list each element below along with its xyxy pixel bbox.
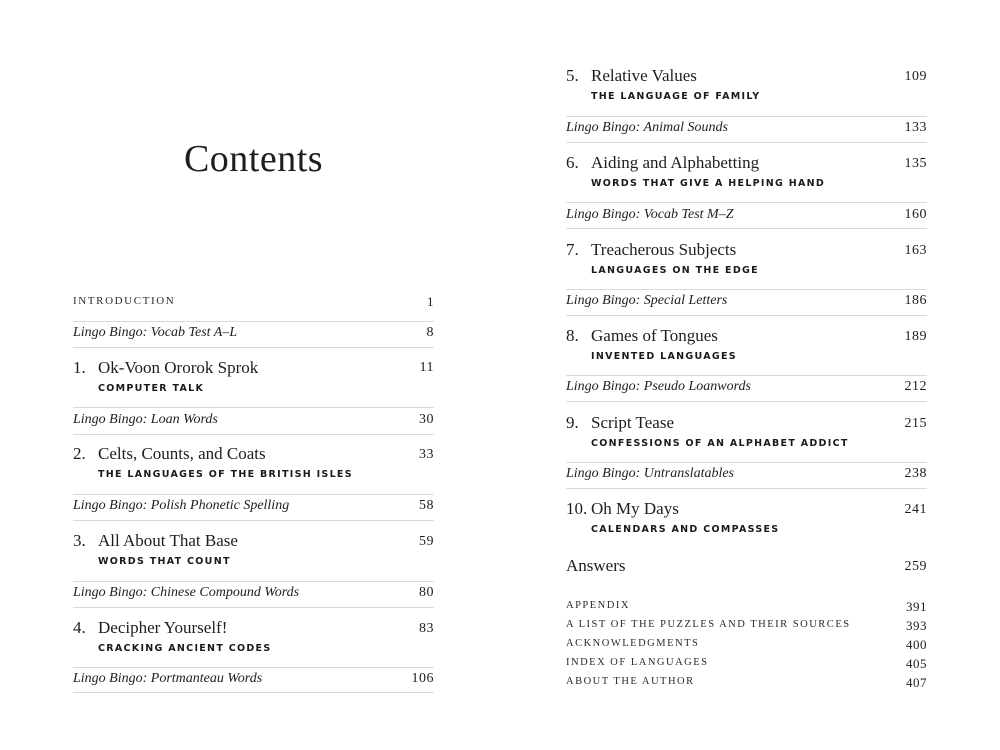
entry-page-number: 83: [419, 621, 434, 636]
toc-entry-answers[interactable]: [566, 555, 927, 581]
chapter-number: 1.: [73, 358, 86, 377]
entry-label: Lingo Bingo: Untranslatables: [566, 466, 735, 481]
chapter-subtitle: CRACKING ANCIENT CODES: [98, 643, 272, 654]
entry-label: INDEX OF LANGUAGES: [566, 657, 709, 668]
entry-page-number: 163: [904, 243, 927, 258]
entry-label: Lingo Bingo: Pseudo Loanwords: [566, 379, 751, 394]
toc-entry-chapter[interactable]: [566, 56, 927, 116]
chapter-title: Celts, Counts, and Coats: [98, 444, 266, 463]
right-page: [566, 0, 927, 750]
chapter-subtitle: THE LANGUAGES OF THE BRITISH ISLES: [98, 469, 353, 480]
entry-page-number: 241: [904, 502, 927, 517]
toc-entry-interlude[interactable]: [566, 289, 927, 315]
toc-entry-interlude[interactable]: [73, 581, 434, 607]
toc-entry-interlude[interactable]: [73, 321, 434, 347]
entry-label: ACKNOWLEDGMENTS: [566, 638, 700, 649]
chapter-subtitle: CALENDARS AND COMPASSES: [591, 524, 780, 535]
entry-page-number: 400: [906, 637, 927, 652]
entry-label: Lingo Bingo: Chinese Compound Words: [73, 585, 300, 600]
entry-page-number: 8: [426, 325, 434, 340]
toc-entry-interlude[interactable]: [73, 667, 434, 693]
entry-label: INTRODUCTION: [73, 295, 176, 307]
toc-entry-interlude[interactable]: [566, 375, 927, 401]
toc-entry-interlude[interactable]: [566, 462, 927, 488]
entry-page-number: 30: [419, 412, 434, 427]
entry-page-number: 33: [419, 447, 434, 462]
toc-entry-chapter[interactable]: [566, 401, 927, 462]
toc-entry-interlude[interactable]: [566, 202, 927, 228]
entry-label: A LIST OF THE PUZZLES AND THEIR SOURCES: [566, 619, 851, 630]
entry-page-number: 80: [419, 585, 434, 600]
chapter-title: Ok-Voon Ororok Sprok: [98, 358, 259, 377]
entry-page-number: 215: [904, 416, 927, 431]
chapter-title: Treacherous Subjects: [591, 240, 737, 259]
chapter-subtitle: COMPUTER TALK: [98, 383, 205, 394]
entry-label: Lingo Bingo: Animal Sounds: [566, 120, 728, 135]
entry-page-number: 186: [904, 293, 927, 308]
chapter-number: 8.: [566, 326, 579, 345]
entry-page-number: 407: [906, 675, 927, 690]
chapter-number: 10.: [566, 499, 588, 518]
entry-page-number: 106: [411, 671, 434, 686]
toc-entry-chapter[interactable]: [566, 142, 927, 202]
entry-label: Lingo Bingo: Vocab Test M–Z: [566, 207, 734, 222]
chapter-subtitle: INVENTED LANGUAGES: [591, 351, 737, 362]
chapter-title: Decipher Yourself!: [98, 618, 228, 637]
entry-label: Lingo Bingo: Loan Words: [73, 412, 218, 427]
entry-page-number: 393: [906, 618, 927, 633]
left-page: [73, 0, 434, 750]
entry-page-number: 160: [904, 207, 927, 222]
toc-entry-backmatter[interactable]: [566, 618, 927, 637]
toc-entry-interlude[interactable]: [73, 407, 434, 434]
entry-label: Lingo Bingo: Special Letters: [566, 293, 728, 308]
chapter-title: Aiding and Alphabetting: [591, 153, 760, 172]
entry-page-number: 189: [904, 329, 927, 344]
entry-page-number: 1: [427, 294, 434, 309]
entry-page-number: 405: [906, 656, 927, 671]
chapter-number: 6.: [566, 153, 579, 172]
chapter-subtitle: THE LANGUAGE OF FAMILY: [591, 91, 761, 102]
chapter-number: 5.: [566, 66, 579, 85]
entry-label: Lingo Bingo: Polish Phonetic Spelling: [73, 498, 290, 513]
entry-page-number: 135: [904, 156, 927, 171]
chapter-subtitle: LANGUAGES ON THE EDGE: [591, 265, 759, 276]
toc-entry-chapter[interactable]: [73, 347, 434, 407]
entry-label: Lingo Bingo: Vocab Test A–L: [73, 325, 238, 340]
toc-entry-backmatter[interactable]: [566, 637, 927, 656]
toc-entry-interlude[interactable]: [73, 494, 434, 520]
toc-entry-chapter[interactable]: [73, 434, 434, 494]
entry-page-number: 133: [904, 120, 927, 135]
chapter-number: 3.: [73, 531, 86, 550]
chapter-subtitle: CONFESSIONS OF AN ALPHABET ADDICT: [591, 438, 849, 449]
entry-page-number: 58: [419, 498, 434, 513]
entry-page-number: 212: [904, 379, 927, 394]
chapter-title: All About That Base: [98, 531, 238, 550]
page-title: Contents: [183, 138, 324, 180]
toc-entry-chapter[interactable]: [73, 520, 434, 581]
entry-page-number: 238: [904, 466, 927, 481]
chapter-number: 4.: [73, 618, 86, 637]
entry-page-number: 109: [904, 69, 927, 84]
entry-page-number: 259: [904, 559, 927, 574]
toc-entry-chapter[interactable]: [566, 488, 927, 540]
chapter-subtitle: WORDS THAT COUNT: [98, 556, 231, 567]
chapter-number: 9.: [566, 413, 579, 432]
entry-page-number: 59: [419, 534, 434, 549]
toc-entry-backmatter[interactable]: [566, 599, 927, 618]
chapter-title: Oh My Days: [591, 499, 679, 518]
toc-entry-backmatter[interactable]: [566, 675, 927, 694]
toc-entry-chapter[interactable]: [73, 607, 434, 667]
toc-entry-chapter[interactable]: [566, 228, 927, 289]
chapter-title: Games of Tongues: [591, 326, 718, 345]
entry-label: ABOUT THE AUTHOR: [566, 676, 695, 687]
toc-entry-backmatter[interactable]: [566, 656, 927, 675]
chapter-title: Script Tease: [591, 413, 674, 432]
toc-entry-interlude[interactable]: [566, 116, 927, 142]
chapter-number: 2.: [73, 444, 86, 463]
toc-entry-introduction[interactable]: [73, 294, 434, 320]
chapter-number: 7.: [566, 240, 579, 259]
chapter-title: Relative Values: [591, 66, 697, 85]
toc-entry-chapter[interactable]: [566, 315, 927, 375]
entry-label: Answers: [566, 556, 626, 575]
entry-page-number: 391: [906, 599, 927, 614]
entry-label: Lingo Bingo: Portmanteau Words: [73, 671, 263, 686]
entry-page-number: 11: [419, 360, 434, 375]
entry-label: APPENDIX: [566, 600, 630, 611]
chapter-subtitle: WORDS THAT GIVE A HELPING HAND: [591, 178, 826, 189]
